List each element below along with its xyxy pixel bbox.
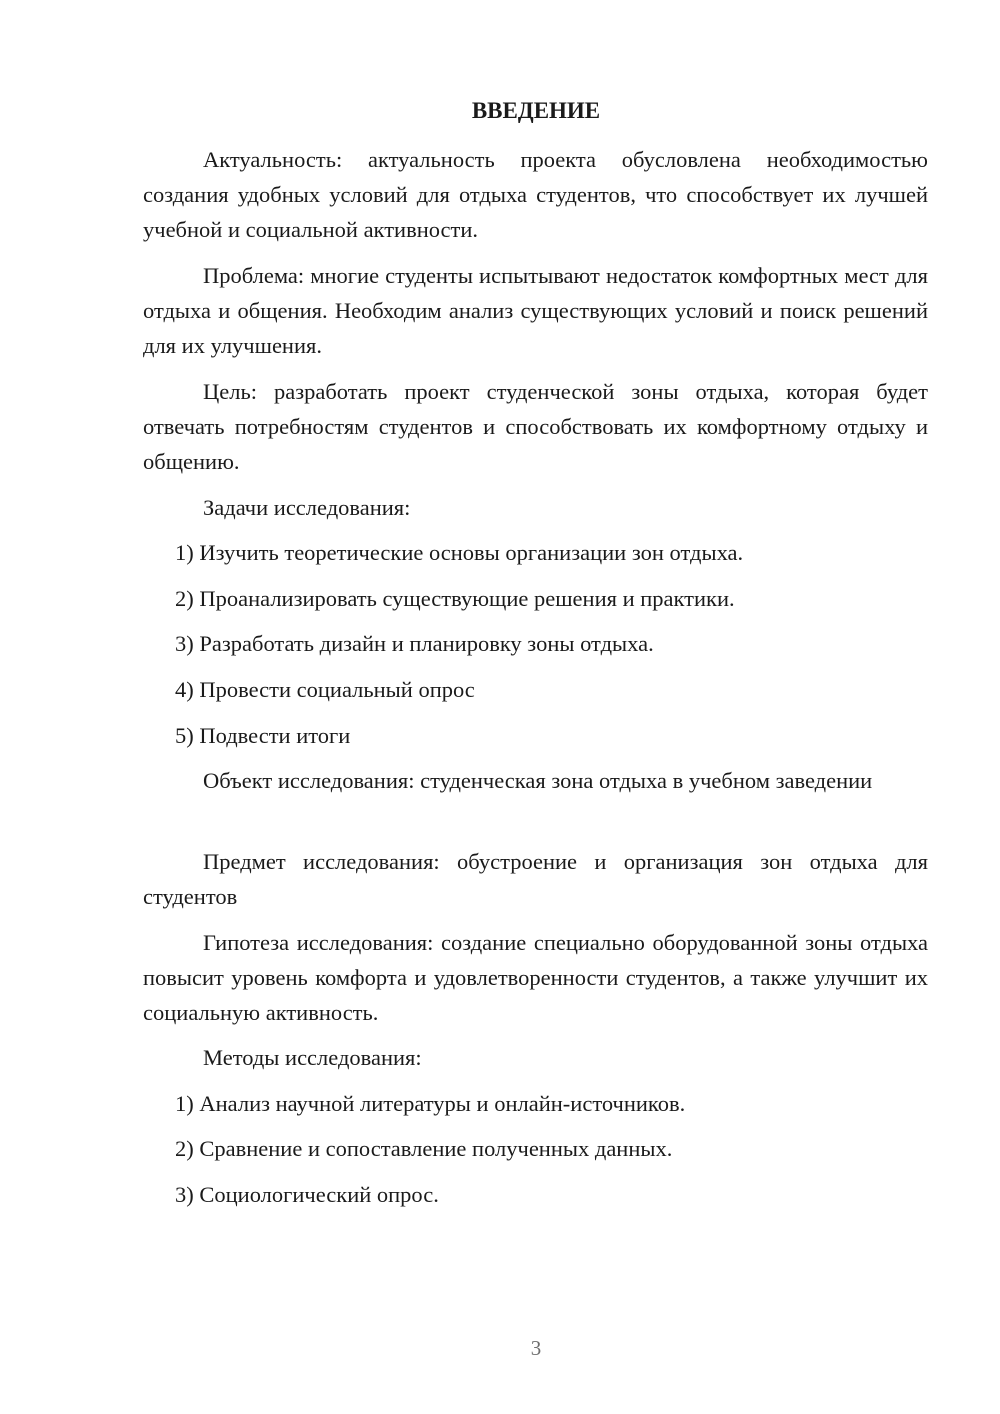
- task-item-5: 5) Подвести итоги: [175, 723, 351, 748]
- paragraph-goal: Цель: разработать проект студенческой зоны отдыха, которая будет отвечать потребностям студентов и способствовать их комфортному отдыху и общению.: [143, 379, 928, 474]
- methods-heading: Методы исследования:: [203, 1045, 422, 1070]
- task-item-1: 1) Изучить теоретические основы организации зон отдыха.: [175, 540, 744, 565]
- paragraph-hypothesis: Гипотеза исследования: создание специально оборудованной зоны отдыха повысит уровень комфорта и удовлетворенности студентов, а также улучшит их социальную активность.: [143, 930, 928, 1025]
- method-item-2: 2) Сравнение и сопоставление полученных данных.: [175, 1136, 673, 1161]
- paragraph-relevance: Актуальность: актуальность проекта обусловлена необходимостью создания удобных условий для отдыха студентов, что способствует их лучшей учебной и социальной активности.: [143, 147, 928, 242]
- paragraph-problem: Проблема: многие студенты испытывают недостаток комфортных мест для отдыха и общения. Необходим анализ существующих условий и поиск решений для их улучшения.: [143, 263, 928, 358]
- page-number: 3: [530, 1336, 542, 1360]
- paragraph-subject: Предмет исследования: обустроение и организация зон отдыха для студентов: [143, 849, 928, 909]
- page-title: ВВЕДЕНИЕ: [471, 98, 601, 123]
- task-item-2: 2) Проанализировать существующие решения и практики.: [175, 586, 735, 611]
- tasks-heading: Задачи исследования:: [203, 495, 411, 520]
- paragraph-object: Объект исследования: студенческая зона отдыха в учебном заведении: [203, 768, 873, 793]
- task-item-3: 3) Разработать дизайн и планировку зоны отдыха.: [175, 631, 654, 656]
- method-item-1: 1) Анализ научной литературы и онлайн-источников.: [175, 1091, 686, 1116]
- method-item-3: 3) Социологический опрос.: [175, 1182, 439, 1207]
- task-item-4: 4) Провести социальный опрос: [175, 677, 475, 702]
